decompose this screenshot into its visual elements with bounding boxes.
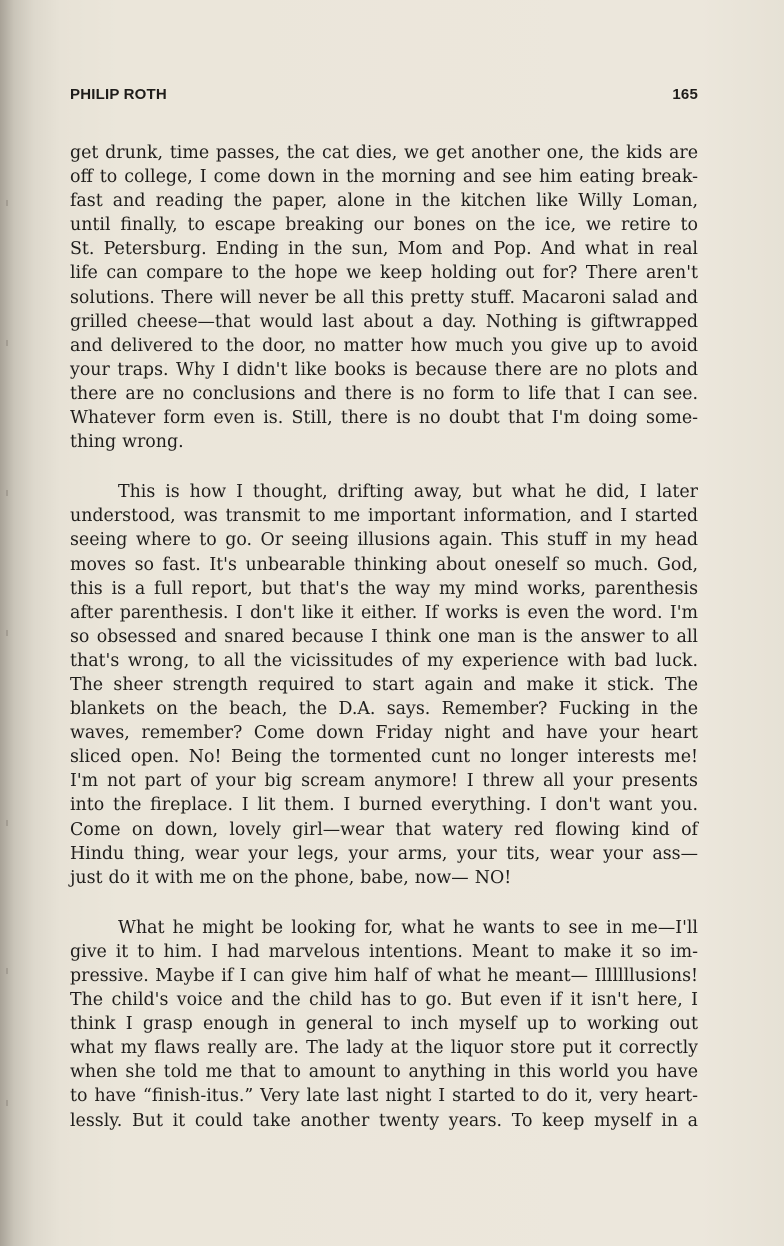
text-line: understood, was transmit to me important information, and I started [70, 506, 698, 527]
text-line: solutions. There will never be all this pretty stuff. Macaroni salad and [70, 287, 698, 308]
text-line: there are no conclusions and there is no form to life that I can see. [70, 383, 698, 404]
text-line: just do it with me on the phone, babe, now— NO! [70, 867, 512, 888]
text-line: St. Petersburg. Ending in the sun, Mom and Pop. And what in real [70, 239, 698, 260]
paragraph-3 [70, 916, 698, 1133]
text-line: pressive. Maybe if I can give him half of what he meant— Illllllusions! [70, 966, 698, 986]
text-line: give it to him. I had marvelous intentions. Meant to make it so im- [70, 941, 698, 962]
text-line: grilled cheese—that would last about a day. Nothing is giftwrapped [70, 311, 698, 332]
text-line: I'm not part of your big scream anymore! I threw all your presents [70, 771, 698, 792]
text-line: and delivered to the door, no matter how much you give up to avoid [70, 335, 698, 356]
paragraph-2 [70, 480, 698, 890]
paragraph-1 [70, 141, 698, 454]
text-line: your traps. Why I didn't like books is because there are no plots and [70, 359, 698, 380]
body-text [70, 141, 698, 1133]
text-line: fast and reading the paper, alone in the kitchen like Willy Loman, [70, 191, 698, 212]
text-line: what my flaws really are. The lady at the liquor store put it correctly [70, 1038, 698, 1059]
text-line: after parenthesis. I don't like it either. If works is even the word. I'm [70, 602, 698, 623]
text-line: when she told me that to amount to anything in this world you have [70, 1062, 698, 1083]
text-line: The child's voice and the child has to go. But even if it isn't here, I [70, 990, 698, 1011]
running-head-author: PHILIP ROTH [70, 86, 167, 103]
text-line: sliced open. No! Being the tormented cunt no longer interests me! [70, 747, 698, 768]
text-line: to have “finish-itus.” Very late last night I started to do it, very heart- [70, 1086, 698, 1107]
paragraph-break [70, 454, 698, 480]
text-line: Hindu thing, wear your legs, your arms, your tits, wear your ass— [70, 843, 698, 864]
text-line: into the fireplace. I lit them. I burned everything. I don't want you. [70, 795, 698, 816]
text-line: get drunk, time passes, the cat dies, we get another one, the kids are [70, 143, 698, 163]
page-number: 165 [672, 86, 698, 103]
running-head [70, 86, 698, 108]
text-line: blankets on the beach, the D.A. says. Remember? Fucking in the [70, 699, 698, 720]
text-line: waves, remember? Come down Friday night and have your heart [70, 723, 698, 744]
text-line: this is a full report, but that's the way my mind works, parenthesis [70, 578, 698, 599]
text-line: that's wrong, to all the vicissitudes of my experience with bad luck. [70, 650, 698, 671]
text-line: think I grasp enough in general to inch myself up to working out [70, 1014, 698, 1035]
text-line: off to college, I come down in the morning and see him eating break- [70, 167, 698, 188]
text-line: Whatever form even is. Still, there is no doubt that I'm doing some- [70, 408, 698, 429]
text-line: so obsessed and snared because I think one man is the answer to all [70, 626, 698, 647]
text-line: thing wrong. [70, 432, 184, 453]
text-line: moves so fast. It's unbearable thinking about oneself so much. God, [70, 554, 698, 575]
text-line: What he might be looking for, what he wants to see in me—I'll [118, 917, 698, 938]
paragraph-break [70, 890, 698, 916]
text-line: until finally, to escape breaking our bones on the ice, we retire to [70, 215, 698, 236]
text-line: lessly. But it could take another twenty years. To keep myself in a [70, 1110, 698, 1131]
text-line: The sheer strength required to start again and make it stick. The [70, 674, 698, 695]
text-line: life can compare to the hope we keep holding out for? There aren't [70, 263, 698, 284]
text-line: This is how I thought, drifting away, but what he did, I later [118, 482, 698, 503]
text-line: Come on down, lovely girl—wear that watery red flowing kind of [70, 819, 698, 840]
text-line: seeing where to go. Or seeing illusions again. This stuff in my head [70, 530, 698, 551]
